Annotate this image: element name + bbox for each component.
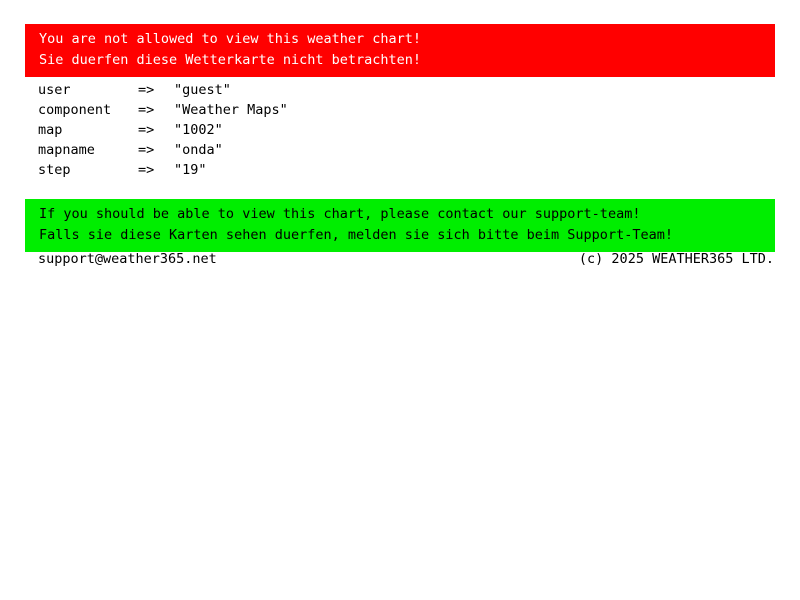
param-row-mapname [38, 140, 758, 160]
support-message-en: If you should be able to view this chart, please contact our support-team! [39, 206, 641, 222]
param-arrow: => [138, 162, 155, 178]
param-key: mapname [38, 142, 95, 158]
param-key: component [38, 102, 112, 118]
param-key: user [38, 82, 71, 98]
error-message-en: You are not allowed to view this weather chart! [39, 31, 422, 47]
page-footer [38, 250, 774, 268]
param-arrow: => [138, 82, 155, 98]
param-arrow: => [138, 122, 155, 138]
param-value: "19" [174, 162, 207, 178]
param-arrow: => [138, 142, 155, 158]
support-banner [25, 199, 775, 252]
param-row-user [38, 80, 758, 100]
param-row-component [38, 100, 758, 120]
param-row-map [38, 120, 758, 140]
param-arrow: => [138, 102, 155, 118]
param-row-step [38, 160, 758, 180]
param-value: "1002" [174, 122, 223, 138]
error-message-de: Sie duerfen diese Wetterkarte nicht betrachten! [39, 52, 422, 68]
request-parameters-list [38, 80, 758, 180]
param-key: map [38, 122, 63, 138]
param-key: step [38, 162, 71, 178]
support-email-link[interactable]: support@weather365.net [38, 251, 217, 267]
error-banner [25, 24, 775, 77]
param-value: "Weather Maps" [174, 102, 288, 118]
param-value: "onda" [174, 142, 223, 158]
param-value: "guest" [174, 82, 231, 98]
copyright-text: (c) 2025 WEATHER365 LTD. [578, 251, 774, 267]
support-message-de: Falls sie diese Karten sehen duerfen, melden sie sich bitte beim Support-Team! [39, 227, 673, 243]
